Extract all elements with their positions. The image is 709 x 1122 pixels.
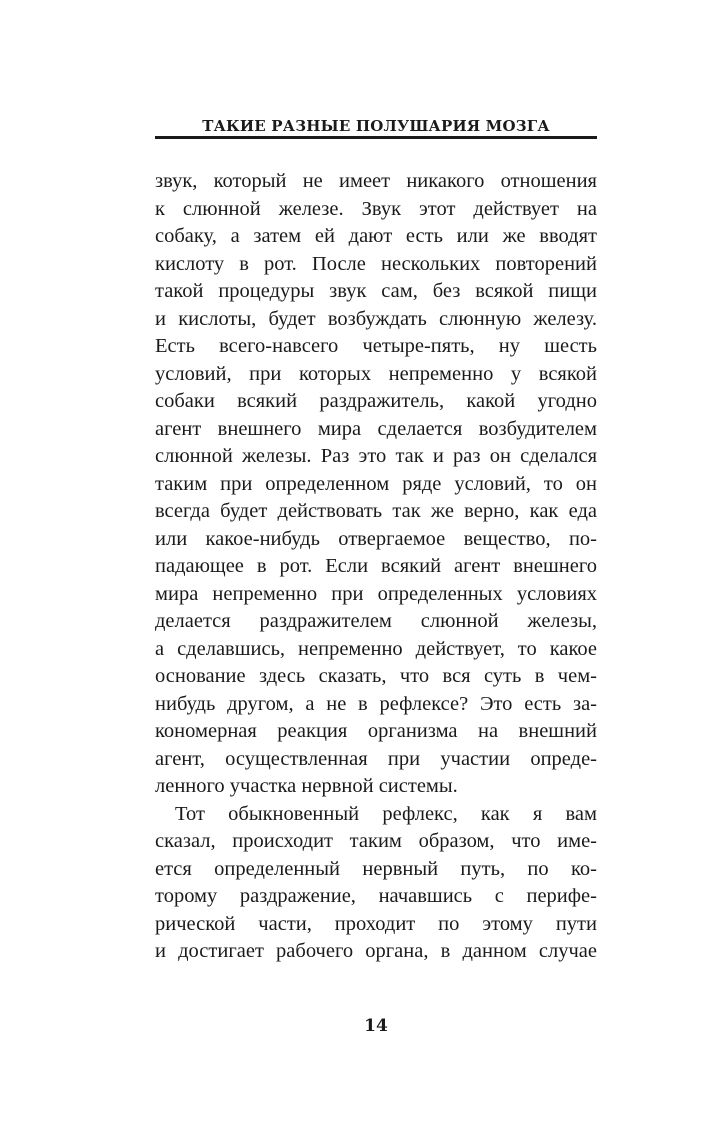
text-line: и кислоты, будет возбуждать слюнную железу.: [155, 307, 597, 330]
body-text: [155, 168, 597, 966]
running-head: ТАКИЕ РАЗНЫЕ ПОЛУШАРИЯ МОЗГА: [202, 117, 550, 135]
text-line: агент, осуществленная при участии опреде-: [155, 747, 597, 770]
text-line: мира непременно при определенных условиях: [155, 582, 597, 605]
text-line: Есть всего-навсего четыре-пять, ну шесть: [155, 335, 597, 357]
text-line: слюнной железы. Раз это так и раз он сделался: [155, 445, 597, 467]
text-line: условий, при которых непременно у всякой: [155, 362, 597, 385]
text-line: кономерная реакция организма на внешний: [155, 720, 597, 742]
text-line: такой процедуры звук сам, без всякой пищи: [155, 280, 597, 302]
text-line: таким при определенном ряде условий, то он: [155, 472, 597, 495]
text-line: торому раздражение, начавшись с перифе-: [155, 885, 597, 907]
text-line: падающее в рот. Если всякий агент внешнего: [155, 555, 597, 577]
text-line: сказал, происходит таким образом, что име-: [155, 830, 597, 852]
text-line: делается раздражителем слюнной железы,: [155, 610, 597, 632]
page-number: 14: [364, 1016, 388, 1036]
text-line: нибудь другом, а не в рефлексе? Это есть за-: [155, 692, 597, 715]
paragraph-first-line: Тот обыкновенный рефлекс, как я вам: [175, 802, 597, 825]
text-line: ется определенный нервный путь, по ко-: [155, 857, 597, 880]
paragraph-last-line: ленного участка нервной системы.: [155, 775, 458, 797]
text-line: и достигает рабочего органа, в данном случае: [155, 940, 597, 962]
header-rule: [155, 136, 597, 139]
text-line: всегда будет действовать так же верно, как еда: [155, 500, 597, 522]
text-line: рической части, проходит по этому пути: [155, 912, 597, 935]
text-line: кислоту в рот. После нескольких повторений: [155, 252, 597, 275]
text-line: к слюнной железе. Звук этот действует на: [155, 197, 597, 220]
text-line: собаку, а затем ей дают есть или же вводят: [155, 225, 597, 247]
text-line: звук, который не имеет никакого отношения: [155, 170, 597, 192]
text-line: или какое-нибудь отвергаемое вещество, по-: [155, 527, 597, 550]
text-line: собаки всякий раздражитель, какой угодно: [155, 390, 597, 412]
text-line: а сделавшись, непременно действует, то какое: [155, 637, 597, 660]
text-line: основание здесь сказать, что вся суть в чем-: [155, 665, 597, 687]
text-line: агент внешнего мира сделается возбудителем: [155, 417, 597, 440]
